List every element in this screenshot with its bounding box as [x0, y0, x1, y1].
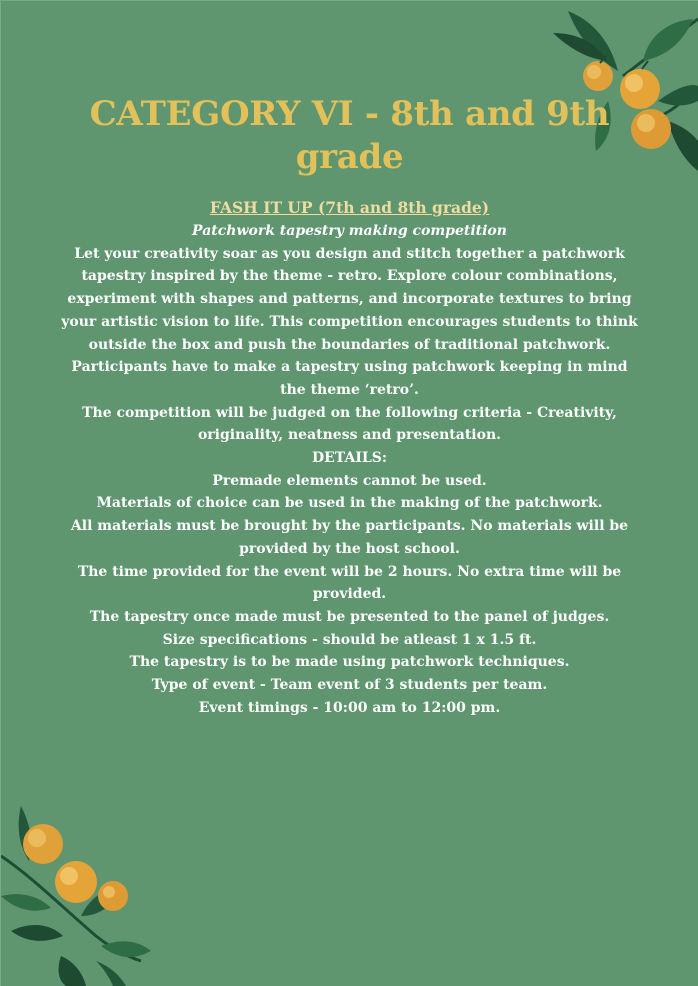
details-item: The tapestry once made must be presented to the panel of judges. — [89, 608, 610, 625]
details-item: The time provided for the event will be 2 hours. No extra time will be provided. — [77, 563, 622, 603]
event-name: FASH IT UP (7th and 8th grade) — [209, 198, 490, 217]
details-item: Premade elements cannot be used. — [212, 472, 487, 489]
content-body — [61, 196, 638, 719]
details-item: Event timings - 10:00 am to 12:00 pm. — [198, 699, 501, 716]
event-tagline: Patchwork tapestry making competition — [192, 223, 507, 239]
details-item: All materials must be brought by the participants. No materials will be provided by the host school. — [70, 518, 629, 557]
orange-branch-bottom-left-illustration — [1, 796, 151, 986]
details-heading: DETAILS: — [312, 450, 387, 467]
details-item: Size specifications - should be atleast 1 x 1.5 ft. — [162, 631, 537, 648]
details-list — [61, 470, 638, 720]
details-item: Materials of choice can be used in the making of the patchwork. — [96, 495, 603, 512]
details-item: Type of event - Team event of 3 students per team. — [151, 677, 548, 694]
event-description: Let your creativity soar as you design and stitch together a patchwork tapestry inspired by the theme - retro. Explore colour combinations, experiment with shapes and patterns, and incorporate textures to bring your artistic vision to life. This competition encourages students to think outside the box and push the boundaries of traditional patchwork. Participants have to make a tapestry using patchwork keeping in mind the theme ‘retro’. — [61, 245, 638, 398]
details-item: The tapestry is to be made using patchwork techniques. — [129, 654, 570, 671]
page-title: CATEGORY VI - 8th and 9th grade — [89, 94, 610, 177]
judging-criteria: The competition will be judged on the following criteria - Creativity, originality, neatness and presentation. — [82, 404, 617, 444]
